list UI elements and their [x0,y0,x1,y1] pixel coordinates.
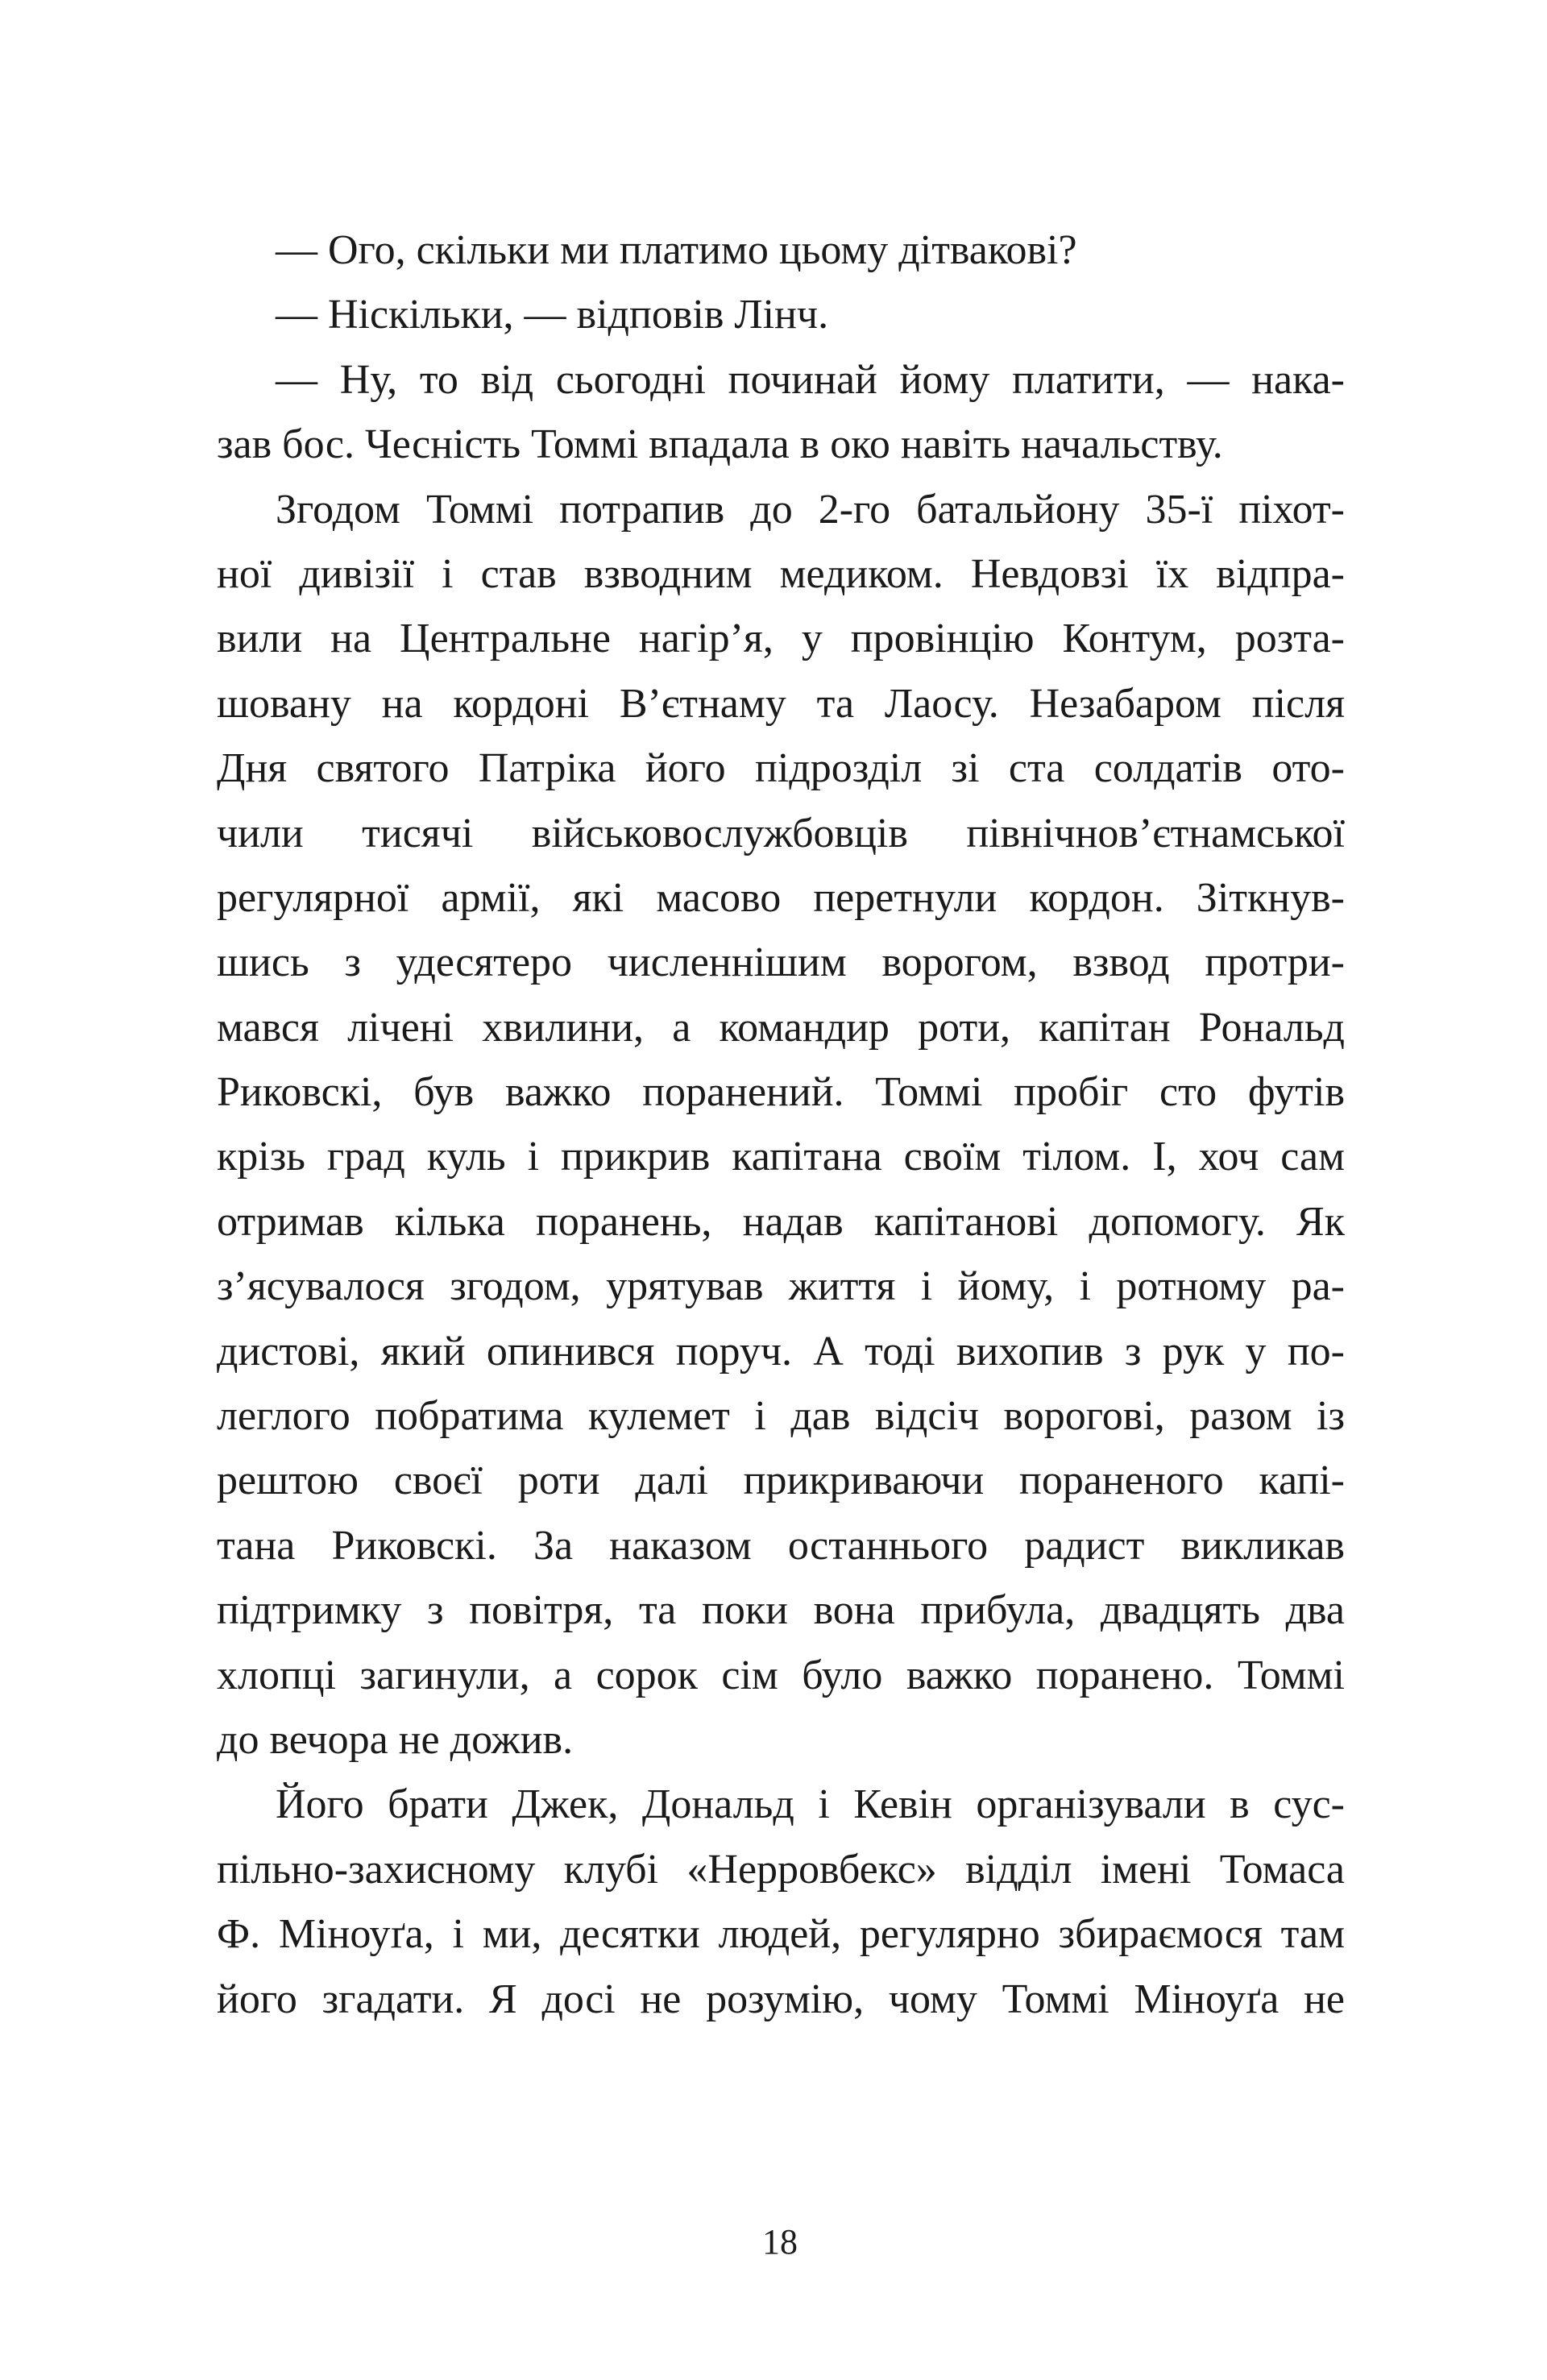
text-line: леглого побратима кулемет і дав відсіч ворогові, разом із [217,1393,1345,1440]
text-line: Ф. Міноуґа, і ми, десятки людей, регулярно збираємося там [217,1911,1345,1958]
text-line: — Ніскільки, — відповів Лінч. [276,292,829,338]
text-line: крізь град куль і прикрив капітана своїм тілом. І, хоч сам [217,1134,1345,1180]
text-line: до вечора не дожив. [217,1716,574,1763]
text-line: Дня святого Патріка його підрозділ зі ста солдатів ото- [217,745,1345,792]
text-line: рештою своєї роти далі прикриваючи пораненого капі- [217,1457,1345,1504]
paragraph-narrative-brothers [217,1773,1345,2032]
text-line: зав бос. Чесність Томмі впадала в око навіть начальству. [217,421,1223,468]
text-line: з’ясувалося згодом, урятував життя і йому, і ротному ра- [217,1263,1345,1310]
body-text [217,218,1345,2032]
text-line: шись з удесятеро численнішим ворогом, взвод протри- [217,939,1345,986]
text-line: — Ну, то від сьогодні починай йому платити, — нака- [276,356,1345,403]
text-line: чили тисячі військовослужбовців північнов’єтнамської [217,810,1345,856]
text-line: шовану на кордоні В’єтнаму та Лаосу. Незабаром після [217,680,1345,727]
text-line: — Ого, скільки ми платимо цьому дітвакові? [276,227,1077,273]
text-line: хлопці загинули, а сорок сім було важко поранено. Томмі [217,1652,1345,1698]
text-line: регулярної армії, які масово перетнули кордон. Зіткнув- [217,874,1345,921]
text-line: Риковскі, був важко поранений. Томмі пробіг сто футів [217,1069,1345,1116]
paragraph-dialogue-1 [217,218,1345,283]
paragraph-dialogue-2 [217,283,1345,347]
text-line: пільно-захисному клубі «Нерровбекс» відділ імені Томаса [217,1846,1345,1893]
paragraph-narrative-tommy [217,478,1345,1773]
page-number: 18 [762,2222,798,2262]
paragraph-dialogue-3 [217,348,1345,478]
text-line: тана Риковскі. За наказом останнього радист викликав [217,1522,1345,1569]
text-line: Згодом Томмі потрапив до 2-го батальйону 35-ї піхот- [276,486,1345,533]
text-line: Його брати Джек, Дональд і Кевін організували в сус- [276,1781,1345,1828]
text-line: вили на Центральне нагір’я, у провінцію Контум, розта- [217,616,1345,662]
text-line: підтримку з повітря, та поки вона прибула, двадцять два [217,1587,1345,1634]
text-line: мався лічені хвилини, а командир роти, капітан Рональд [217,1004,1345,1051]
text-line: ної дивізії і став взводним медиком. Невдовзі їх відпра- [217,550,1345,597]
text-line: отримав кілька поранень, надав капітанові допомогу. Як [217,1198,1345,1245]
text-line: дистові, який опинився поруч. А тоді вихопив з рук у по- [217,1328,1345,1375]
text-line: його згадати. Я досі не розумію, чому Томмі Міноуґа не [217,1976,1345,2022]
